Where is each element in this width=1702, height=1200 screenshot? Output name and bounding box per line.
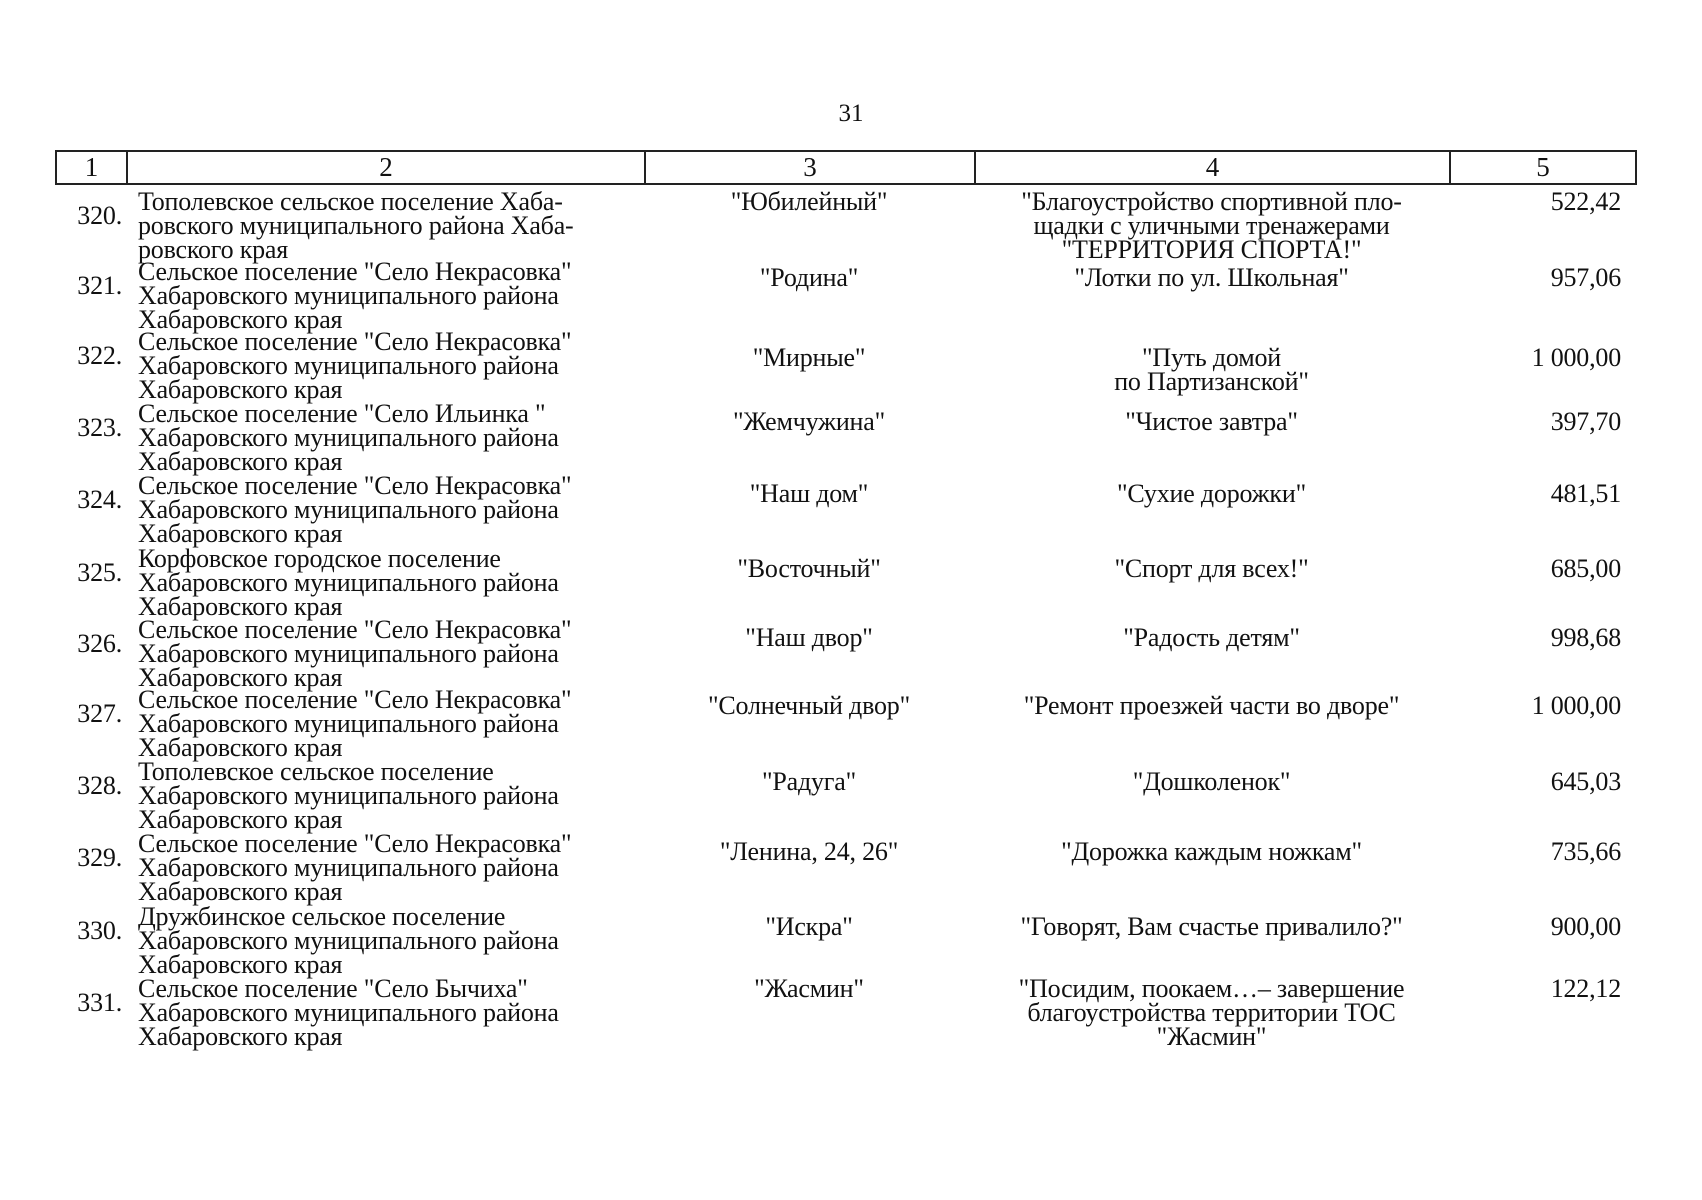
municipality-line: Хабаровского муниципального района — [138, 568, 559, 597]
amount-cell: 735,66 — [1550, 837, 1621, 866]
row-number: 327. — [77, 699, 122, 728]
row-number: 329. — [77, 843, 122, 872]
municipality-line: Сельское поселение "Село Бычиха" — [138, 974, 528, 1003]
project-cell — [974, 547, 1449, 619]
municipality-line: Хабаровского края — [138, 305, 343, 334]
amount-cell: 645,03 — [1550, 767, 1621, 796]
tos-name-cell: "Жемчужина" — [732, 407, 886, 436]
table-row — [55, 974, 1637, 1051]
municipality-cell — [126, 327, 644, 404]
tos-name-cell: "Восточный" — [737, 554, 881, 583]
project-line: "Чистое завтра" — [1125, 407, 1298, 436]
row-number: 320. — [77, 201, 122, 230]
municipality-line: Хабаровского муниципального района — [138, 709, 559, 738]
project-cell — [974, 474, 1449, 546]
municipality-cell — [126, 257, 644, 334]
municipality-line: Корфовское городское поселение — [138, 544, 501, 573]
amount-cell: 522,42 — [1550, 187, 1621, 216]
project-line: "Посидим, поокаем…– завершение — [1018, 974, 1405, 1003]
municipality-line: Хабаровского муниципального района — [138, 351, 559, 380]
table-row — [55, 327, 1637, 404]
municipality-cell — [126, 829, 644, 906]
municipality-line: Хабаровского края — [138, 1022, 343, 1051]
project-cell — [974, 688, 1449, 760]
project-line: "Дорожка каждым ножкам" — [1061, 837, 1362, 866]
row-number: 324. — [77, 485, 122, 514]
municipality-line: Хабаровского края — [138, 519, 343, 548]
municipality-line: Хабаровского муниципального района — [138, 281, 559, 310]
header-col-4: 4 — [976, 152, 1451, 183]
table-row — [55, 187, 1637, 264]
municipality-cell — [126, 187, 644, 264]
municipality-line: ровского края — [138, 235, 289, 264]
municipality-line: Хабаровского края — [138, 805, 343, 834]
tos-name-cell: "Искра" — [765, 912, 853, 941]
municipality-line: Хабаровского края — [138, 592, 343, 621]
amount-cell: 998,68 — [1550, 623, 1621, 652]
municipality-line: Сельское поселение "Село Некрасовка" — [138, 257, 572, 286]
municipality-line: Сельское поселение "Село Некрасовка" — [138, 685, 572, 714]
municipality-line: Хабаровского края — [138, 375, 343, 404]
tos-name-cell: "Радуга" — [761, 767, 857, 796]
amount-cell: 1 000,00 — [1531, 343, 1621, 372]
project-line: "Говорят, Вам счастье привалило?" — [1020, 912, 1403, 941]
header-col-5: 5 — [1536, 152, 1550, 182]
municipality-line: Хабаровского муниципального района — [138, 998, 559, 1027]
amount-cell: 122,12 — [1550, 974, 1621, 1003]
table-row — [55, 902, 1637, 979]
project-cell — [974, 187, 1449, 264]
header-col-3: 3 — [646, 152, 976, 183]
municipality-line: Хабаровского муниципального района — [138, 926, 559, 955]
table-row — [55, 757, 1637, 834]
table-row — [55, 685, 1637, 762]
project-line: "Благоустройство спортивной пло- — [1021, 187, 1402, 216]
row-number: 328. — [77, 771, 122, 800]
header-col-1: 1 — [57, 152, 128, 183]
project-line: "Спорт для всех!" — [1114, 554, 1309, 583]
municipality-line: Хабаровского муниципального района — [138, 495, 559, 524]
municipality-line: Тополевское сельское поселение — [138, 757, 494, 786]
row-number: 323. — [77, 413, 122, 442]
amount-cell: 481,51 — [1550, 479, 1621, 508]
amount-cell: 685,00 — [1550, 554, 1621, 583]
row-number: 326. — [77, 629, 122, 658]
project-line: "Путь домой — [1141, 343, 1281, 372]
project-cell — [974, 330, 1449, 402]
tos-name-cell: "Солнечный двор" — [707, 691, 910, 720]
tos-name-cell: "Юбилейный" — [730, 187, 888, 216]
municipality-line: Дружбинское сельское поселение — [138, 902, 506, 931]
project-cell — [974, 974, 1449, 1051]
municipality-cell — [126, 615, 644, 692]
tos-name-cell: "Мирные" — [752, 343, 866, 372]
tos-name-cell: "Наш дом" — [749, 479, 869, 508]
municipality-line: Хабаровского края — [138, 447, 343, 476]
municipality-line: Хабаровского муниципального района — [138, 639, 559, 668]
project-line: "Лотки по ул. Школьная" — [1074, 263, 1349, 292]
municipality-line: Сельское поселение "Село Некрасовка" — [138, 615, 572, 644]
table-row — [55, 615, 1637, 692]
tos-name-cell: "Родина" — [759, 263, 859, 292]
municipality-line: Хабаровского муниципального района — [138, 423, 559, 452]
project-line: "ТЕРРИТОРИЯ СПОРТА!" — [1061, 235, 1362, 264]
header-col-2: 2 — [128, 152, 646, 183]
table-row — [55, 544, 1637, 621]
project-line: "Ремонт проезжей части во дворе" — [1023, 691, 1400, 720]
table-row — [55, 257, 1637, 334]
municipality-cell — [126, 399, 644, 476]
municipality-line: Сельское поселение "Село Некрасовка" — [138, 471, 572, 500]
project-cell — [974, 618, 1449, 690]
municipality-cell — [126, 974, 644, 1051]
project-line: по Партизанской" — [1114, 367, 1309, 396]
project-cell — [974, 832, 1449, 904]
municipality-line: Хабаровского края — [138, 877, 343, 906]
municipality-line: Сельское поселение "Село Некрасовка" — [138, 327, 572, 356]
tos-name-cell: "Ленина, 24, 26" — [719, 837, 899, 866]
project-line: "Радость детям" — [1123, 623, 1300, 652]
municipality-line: Сельское поселение "Село Ильинка " — [138, 399, 546, 428]
tos-name-cell: "Жасмин" — [754, 974, 864, 1003]
municipality-line: Тополевское сельское поселение Хаба- — [138, 187, 563, 216]
project-line: благоустройства территории ТОС — [1027, 998, 1396, 1027]
municipality-cell — [126, 544, 644, 621]
project-cell — [974, 260, 1449, 332]
table-row — [55, 399, 1637, 476]
municipality-line: Хабаровского муниципального района — [138, 781, 559, 810]
municipality-line: ровского муниципального района Хаба- — [138, 211, 574, 240]
project-cell — [974, 402, 1449, 474]
municipality-line: Сельское поселение "Село Некрасовка" — [138, 829, 572, 858]
municipality-cell — [126, 757, 644, 834]
amount-cell: 397,70 — [1550, 407, 1621, 436]
table-row — [55, 471, 1637, 548]
table-row — [55, 829, 1637, 906]
page-number: 31 — [838, 100, 864, 127]
project-line: "Сухие дорожки" — [1117, 479, 1306, 508]
project-line: "Дошколенок" — [1132, 767, 1291, 796]
municipality-line: Хабаровского края — [138, 663, 343, 692]
tos-name-cell: "Наш двор" — [745, 623, 873, 652]
municipality-line: Хабаровского края — [138, 733, 343, 762]
project-cell — [974, 760, 1449, 832]
municipality-line: Хабаровского муниципального района — [138, 853, 559, 882]
project-cell — [974, 905, 1449, 977]
row-number: 321. — [77, 271, 122, 300]
amount-cell: 900,00 — [1550, 912, 1621, 941]
municipality-line: Хабаровского края — [138, 950, 343, 979]
municipality-cell — [126, 471, 644, 548]
row-number: 325. — [77, 558, 122, 587]
municipality-cell — [126, 685, 644, 762]
row-number: 322. — [77, 341, 122, 370]
row-number: 331. — [77, 988, 122, 1017]
row-number: 330. — [77, 916, 122, 945]
amount-cell: 957,06 — [1550, 263, 1621, 292]
table-header — [55, 150, 1637, 185]
project-line: щадки с уличными тренажерами — [1033, 211, 1390, 240]
project-line: "Жасмин" — [1156, 1022, 1267, 1051]
amount-cell: 1 000,00 — [1531, 691, 1621, 720]
municipality-cell — [126, 902, 644, 979]
